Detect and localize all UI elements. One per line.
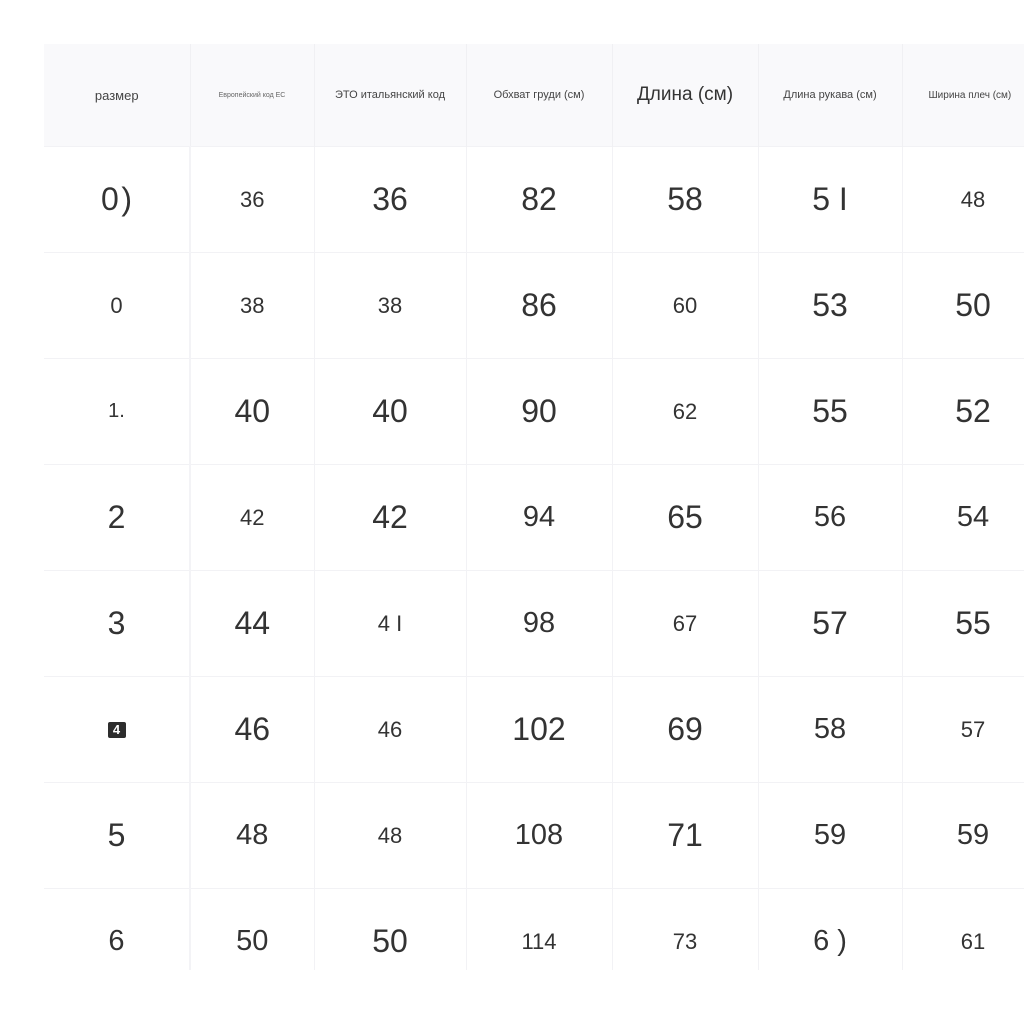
table-row <box>44 465 1024 571</box>
eu-code-cell: 42 <box>190 465 314 571</box>
table-row <box>44 783 1024 889</box>
header-row <box>44 44 1024 147</box>
length-cell: 73 <box>612 889 758 971</box>
table-row <box>44 147 1024 253</box>
chest-cell: 90 <box>466 359 612 465</box>
eu-code-cell: 44 <box>190 571 314 677</box>
it-code-cell: 42 <box>314 465 466 571</box>
sleeve-cell: 58 <box>758 677 902 783</box>
size-cell: 0 <box>44 253 190 359</box>
shoulder-cell: 61 <box>902 889 1024 971</box>
sleeve-cell: 55 <box>758 359 902 465</box>
sleeve-cell: 56 <box>758 465 902 571</box>
size-cell: 0 ) <box>44 147 190 253</box>
header-size: размер <box>44 44 190 147</box>
chest-cell: 108 <box>466 783 612 889</box>
eu-code-cell: 38 <box>190 253 314 359</box>
length-cell: 65 <box>612 465 758 571</box>
shoulder-cell: 55 <box>902 571 1024 677</box>
chest-cell: 82 <box>466 147 612 253</box>
chest-cell: 86 <box>466 253 612 359</box>
chest-cell: 102 <box>466 677 612 783</box>
chest-cell: 114 <box>466 889 612 971</box>
it-code-cell: 48 <box>314 783 466 889</box>
size-table <box>44 44 1024 970</box>
it-code-cell: 38 <box>314 253 466 359</box>
size-cell <box>44 677 190 783</box>
table-row <box>44 571 1024 677</box>
table-row <box>44 889 1024 971</box>
it-code-cell: 4 I <box>314 571 466 677</box>
length-cell: 60 <box>612 253 758 359</box>
header-sleeve: Длина рукава (см) <box>758 44 902 147</box>
shoulder-cell: 52 <box>902 359 1024 465</box>
header-eu-code: Европейский код ЕС <box>190 44 314 147</box>
eu-code-cell: 40 <box>190 359 314 465</box>
table-row <box>44 359 1024 465</box>
size-cell: 1. <box>44 359 190 465</box>
size-cell: 2 <box>44 465 190 571</box>
it-code-cell: 50 <box>314 889 466 971</box>
shoulder-cell: 59 <box>902 783 1024 889</box>
it-code-cell: 36 <box>314 147 466 253</box>
sleeve-cell: 5 I <box>758 147 902 253</box>
eu-code-cell: 36 <box>190 147 314 253</box>
eu-code-cell: 48 <box>190 783 314 889</box>
shoulder-cell: 57 <box>902 677 1024 783</box>
chest-cell: 94 <box>466 465 612 571</box>
length-cell: 58 <box>612 147 758 253</box>
sleeve-cell: 59 <box>758 783 902 889</box>
size-chart <box>44 44 1024 970</box>
chest-cell: 98 <box>466 571 612 677</box>
header-it-code: ЭТО итальянский код <box>314 44 466 147</box>
table-row <box>44 677 1024 783</box>
header-chest: Обхват груди (см) <box>466 44 612 147</box>
size-cell: 5 <box>44 783 190 889</box>
eu-code-cell: 50 <box>190 889 314 971</box>
header-shoulder: Ширина плеч (см) <box>902 44 1024 147</box>
eu-code-cell: 46 <box>190 677 314 783</box>
size-cell: 6 <box>44 889 190 971</box>
length-cell: 71 <box>612 783 758 889</box>
sleeve-cell: 6 ) <box>758 889 902 971</box>
shoulder-cell: 54 <box>902 465 1024 571</box>
it-code-cell: 46 <box>314 677 466 783</box>
sleeve-cell: 57 <box>758 571 902 677</box>
shoulder-cell: 50 <box>902 253 1024 359</box>
shoulder-cell: 48 <box>902 147 1024 253</box>
table-row <box>44 253 1024 359</box>
it-code-cell: 40 <box>314 359 466 465</box>
size-cell: 3 <box>44 571 190 677</box>
length-cell: 67 <box>612 571 758 677</box>
size-badge: 4 <box>108 722 126 738</box>
length-cell: 62 <box>612 359 758 465</box>
sleeve-cell: 53 <box>758 253 902 359</box>
length-cell: 69 <box>612 677 758 783</box>
header-length: Длина (см) <box>612 44 758 147</box>
